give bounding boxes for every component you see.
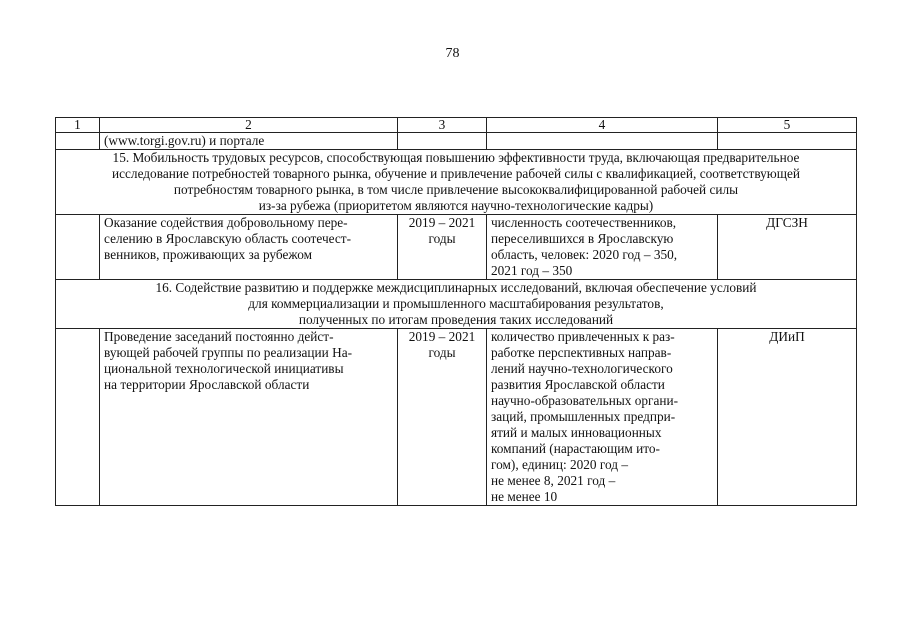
measures-table (55, 117, 857, 506)
section-15-line: из-за рубежа (приоритетом являются научно-технологические кадры) (258, 198, 654, 213)
section-15-line: 15. Мобильность трудовых ресурсов, способствующая повышению эффективности труда, включающая предварительное (112, 150, 800, 165)
cell-empty (487, 133, 718, 150)
period-cell: 2019 – 2021 годы (398, 215, 487, 280)
section-15-line: потребностям товарного рынка, в том числе привлечение высококвалифицированной рабочей силы (173, 182, 739, 197)
section-16-heading (56, 280, 857, 329)
indicator-cell: количество привлеченных к раз- работке перспективных направ- лений научно-технологического развития Ярославской области научно-образовательных органи- заций, промышленных предпри- ятий и малых инновационных компаний (нарастающим ито- гом), единиц: 2020 год – не менее 8, 2021 год – не менее 10 (487, 329, 718, 506)
page-number: 78 (445, 46, 460, 61)
section-16-line: 16. Содействие развитию и поддержке междисциплинарных исследований, включая обеспечение условий (155, 280, 757, 295)
header-col-1: 1 (56, 118, 100, 133)
cell-empty (56, 329, 100, 506)
section-15-heading (56, 150, 857, 215)
cell-empty (56, 215, 100, 280)
header-row (56, 118, 857, 133)
activity-cell: Проведение заседаний постоянно дейст- вующей рабочей группы по реализации На- циональной технологической инициативы на территории Ярославской области (100, 329, 398, 506)
section-16-row (56, 280, 857, 329)
header-col-2: 2 (100, 118, 398, 133)
indicator-cell: численность соотечественников, переселившихся в Ярославскую область, человек: 2020 год – 350, 2021 год – 350 (487, 215, 718, 280)
header-col-5: 5 (718, 118, 857, 133)
executor-cell: ДГСЗН (718, 215, 857, 280)
cell-empty (398, 133, 487, 150)
section-15-row (56, 150, 857, 215)
executor-cell: ДИиП (718, 329, 857, 506)
activity-cell: Оказание содействия добровольному пере- селению в Ярославскую область соотечест- венников, проживающих за рубежом (100, 215, 398, 280)
cell-empty (56, 133, 100, 150)
table-row (56, 329, 857, 506)
continuation-activity: (www.torgi.gov.ru) и портале (100, 133, 398, 150)
header-col-4: 4 (487, 118, 718, 133)
header-col-3: 3 (398, 118, 487, 133)
table-row (56, 215, 857, 280)
section-15-line: исследование потребностей товарного рынка, обучение и привлечение рабочей силы с квалификацией, соответствующей (112, 166, 800, 181)
section-16-line: для коммерциализации и промышленного масштабирования результатов, (248, 296, 664, 311)
cell-empty (718, 133, 857, 150)
continuation-row (56, 133, 857, 150)
section-16-line: полученных по итогам проведения таких исследований (298, 312, 614, 327)
period-cell: 2019 – 2021 годы (398, 329, 487, 506)
